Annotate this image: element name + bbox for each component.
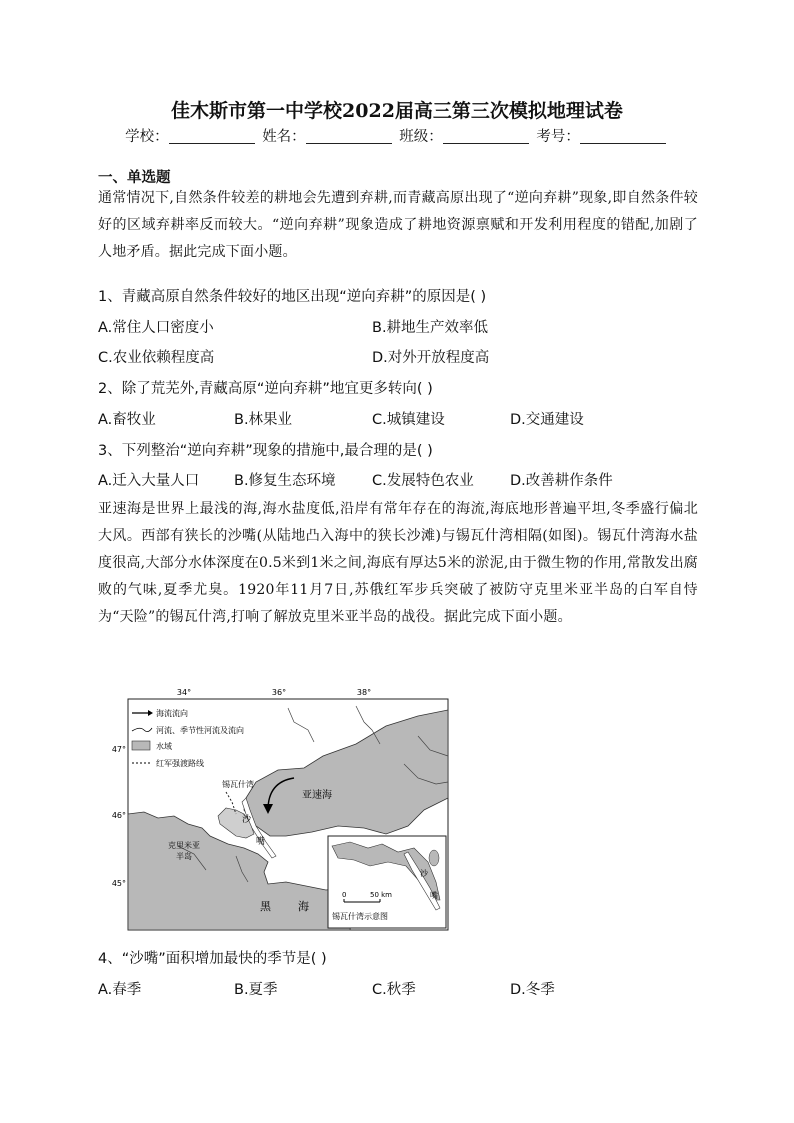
scale-label-0: 0: [342, 891, 347, 899]
azov-sea-map: [111, 686, 450, 932]
map-svg: [111, 686, 450, 932]
longitude-label-36: 36°: [271, 688, 287, 697]
legend-route-label: 红军强渡路线: [156, 759, 204, 768]
legend-water-symbol: [132, 741, 150, 750]
q2-option-d[interactable]: D.交通建设: [510, 412, 584, 428]
q3-option-b[interactable]: B.修复生态环境: [234, 473, 336, 489]
passage-2: 亚速海是世界上最浅的海,海水盐度低,沿岸有常年存在的海流,海底地形普遍平坦,冬季盛行偏北大风。西部有狭长的沙嘴(从陆地凸入海中的狭长沙滩)与锡瓦什湾相隔(如图)。锡瓦什湾海水盐度很高,大部分水体深度在0.5米到1米之间,海底有厚达5米的淤泥,由于微生物的作用,常散发出腐败的气味,夏季尤臭。1920年11月7日,苏俄红军步兵突破了被防守克里米亚半岛的白军自恃为“天险”的锡瓦什湾,打响了解放克里米亚半岛的战役。据此完成下面小题。: [98, 501, 698, 625]
q2-option-c[interactable]: C.城镇建设: [372, 412, 445, 428]
latitude-label-45: 45°: [111, 879, 126, 888]
q1-option-b[interactable]: B.耕地生产效率低: [372, 320, 489, 336]
longitude-label-34: 34°: [176, 688, 192, 697]
q4-option-d[interactable]: D.冬季: [510, 982, 555, 998]
q3-option-c[interactable]: C.发展特色农业: [372, 473, 474, 489]
legend-water-label: 水域: [156, 742, 172, 751]
exam-title: 佳木斯市第一中学校2022届高三第三次模拟地理试卷: [171, 100, 623, 122]
inset-map: [328, 836, 446, 928]
passage-1: 通常情况下,自然条件较差的耕地会先遭到弃耕,而青藏高原出现了“逆向弃耕”现象,即自然条件较好的区域弃耕率反而较大。“逆向弃耕”现象造成了耕地资源禀赋和开发利用程度的错配,加剧了人地矛盾。据此完成下面小题。: [98, 190, 698, 260]
spit-label-sha: 沙: [242, 815, 252, 825]
inset-spit-label-sha: 沙: [420, 869, 428, 878]
q3-option-d[interactable]: D.改善耕作条件: [510, 473, 613, 489]
question-4-stem: 4、“沙嘴”面积增加最快的季节是( ): [98, 951, 327, 967]
legend-current-label: 海流流向: [156, 709, 188, 718]
section-heading: 一、单选题: [98, 170, 171, 186]
name-blank[interactable]: [306, 129, 392, 144]
student-info-line: [0, 125, 794, 146]
q1-option-d[interactable]: D.对外开放程度高: [372, 350, 490, 366]
q4-option-a[interactable]: A.春季: [98, 982, 142, 998]
inset-lake: [429, 850, 439, 866]
school-label: 学校：: [125, 129, 169, 145]
q3-option-a[interactable]: A.迁入大量人口: [98, 473, 200, 489]
name-label: 姓名：: [262, 129, 306, 145]
crimea-label-line1: 克里米亚: [168, 841, 200, 850]
exam-number-blank[interactable]: [580, 129, 666, 144]
q1-option-a[interactable]: A.常住人口密度小: [98, 320, 214, 336]
legend-river-label: 河流、季节性河流及流向: [156, 726, 244, 735]
exam-number-label: 考号：: [536, 129, 580, 145]
class-blank[interactable]: [443, 129, 529, 144]
inset-title: 锡瓦什湾示意图: [332, 912, 388, 921]
question-3-stem: 3、下列整治“逆向弃耕”现象的措施中,最合理的是( ): [98, 443, 433, 459]
scale-label-50: 50 km: [370, 891, 393, 899]
question-2-stem: 2、除了荒芜外,青藏高原“逆向弃耕”地宜更多转向( ): [98, 381, 433, 397]
latitude-label-47: 47°: [111, 745, 126, 754]
crimea-label-line2: 半岛: [176, 852, 192, 861]
question-1-stem: 1、青藏高原自然条件较好的地区出现“逆向弃耕”的原因是( ): [98, 289, 487, 305]
q4-option-b[interactable]: B.夏季: [234, 982, 278, 998]
q1-option-c[interactable]: C.农业依赖程度高: [98, 350, 215, 366]
q2-option-a[interactable]: A.畜牧业: [98, 412, 156, 428]
spit-label-zui: 嘴: [256, 837, 266, 847]
q4-option-c[interactable]: C.秋季: [372, 982, 416, 998]
inset-spit-label-zui: 嘴: [430, 891, 438, 900]
latitude-label-46: 46°: [111, 811, 126, 820]
class-label: 班级：: [399, 129, 443, 145]
school-blank[interactable]: [169, 129, 255, 144]
black-sea-label-2: 海: [298, 900, 309, 913]
sivash-label: 锡瓦什湾: [222, 780, 254, 789]
longitude-label-38: 38°: [356, 688, 372, 697]
q2-option-b[interactable]: B.林果业: [234, 412, 293, 428]
azov-sea-label: 亚速海: [302, 790, 332, 801]
black-sea-label-1: 黑: [260, 900, 271, 913]
